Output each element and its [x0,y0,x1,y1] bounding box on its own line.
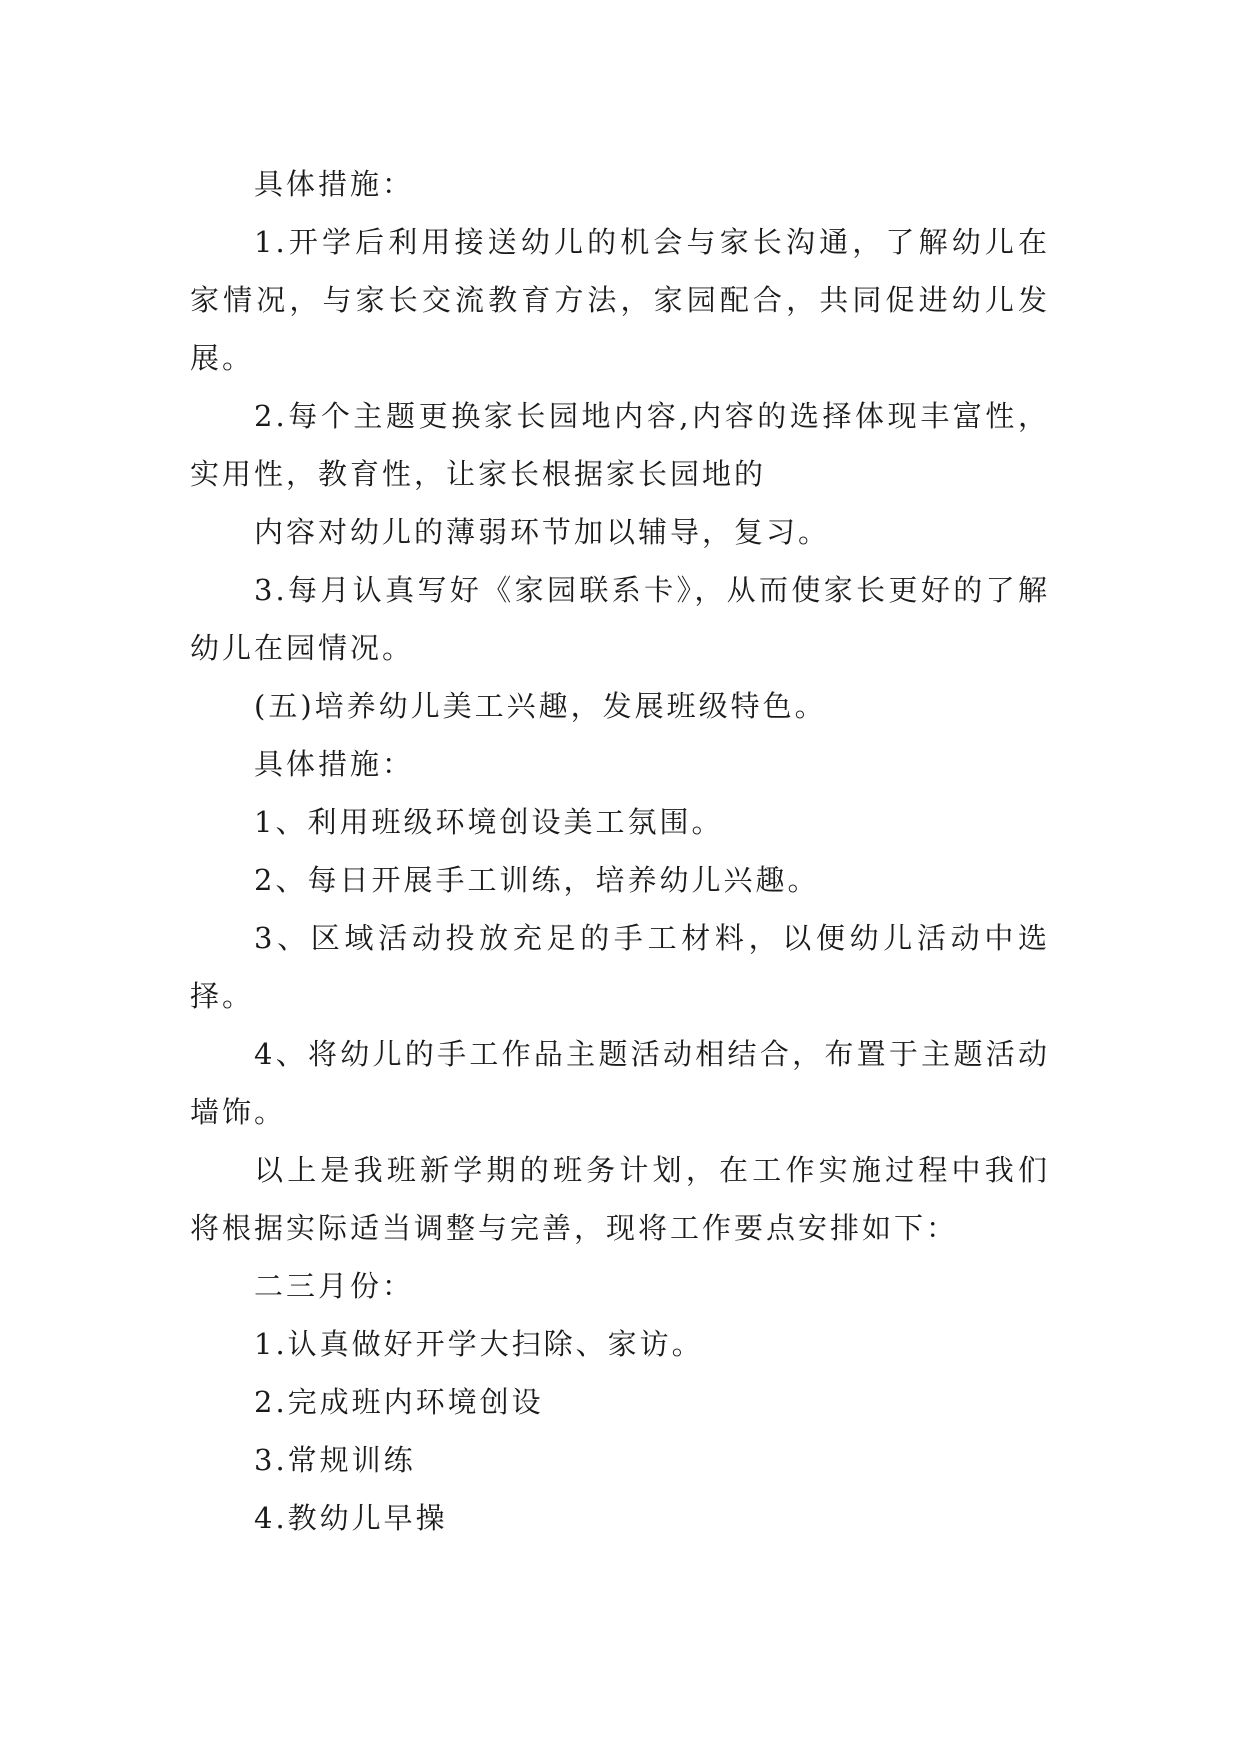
document-body [190,155,1050,1547]
paragraph-summary: 以上是我班新学期的班务计划，在工作实施过程中我们将根据实际适当调整与完善，现将工作要点安排如下： [190,1153,1050,1245]
paragraph-month-item-1: 1.认真做好开学大扫除、家访。 [254,1327,704,1361]
paragraph-month-item-2: 2.完成班内环境创设 [254,1385,544,1419]
paragraph-art-item-3: 3、区域活动投放充足的手工材料，以便幼儿活动中选择。 [190,921,1050,1013]
paragraph-art-item-4: 4、将幼儿的手工作品主题活动相结合，布置于主题活动墙饰。 [190,1037,1050,1129]
paragraph-item-2-continued: 内容对幼儿的薄弱环节加以辅导，复习。 [254,515,831,549]
paragraph-item-3-contact-card: 3.每月认真写好《家园联系卡》，从而使家长更好的了解幼儿在园情况。 [190,573,1050,665]
paragraph-month-item-3: 3.常规训练 [254,1443,416,1477]
paragraph-month-item-4: 4.教幼儿早操 [254,1501,448,1535]
paragraph-art-item-2: 2、每日开展手工训练，培养幼儿兴趣。 [254,863,820,897]
paragraph-item-1-communication: 1.开学后利用接送幼儿的机会与家长沟通，了解幼儿在家情况，与家长交流教育方法，家园配合，共同促进幼儿发展。 [190,225,1050,375]
paragraph-art-item-1: 1、利用班级环境创设美工氛围。 [254,805,724,839]
paragraph-measures-heading-2: 具体措施： [254,747,415,781]
paragraph-measures-heading-1: 具体措施： [254,167,415,201]
paragraph-section-five-heading: (五)培养幼儿美工兴趣，发展班级特色。 [254,689,827,723]
paragraph-month-heading: 二三月份： [254,1269,415,1303]
paragraph-item-2-parent-garden: 2.每个主题更换家长园地内容,内容的选择体现丰富性，实用性，教育性，让家长根据家长园地的 [190,399,1050,491]
